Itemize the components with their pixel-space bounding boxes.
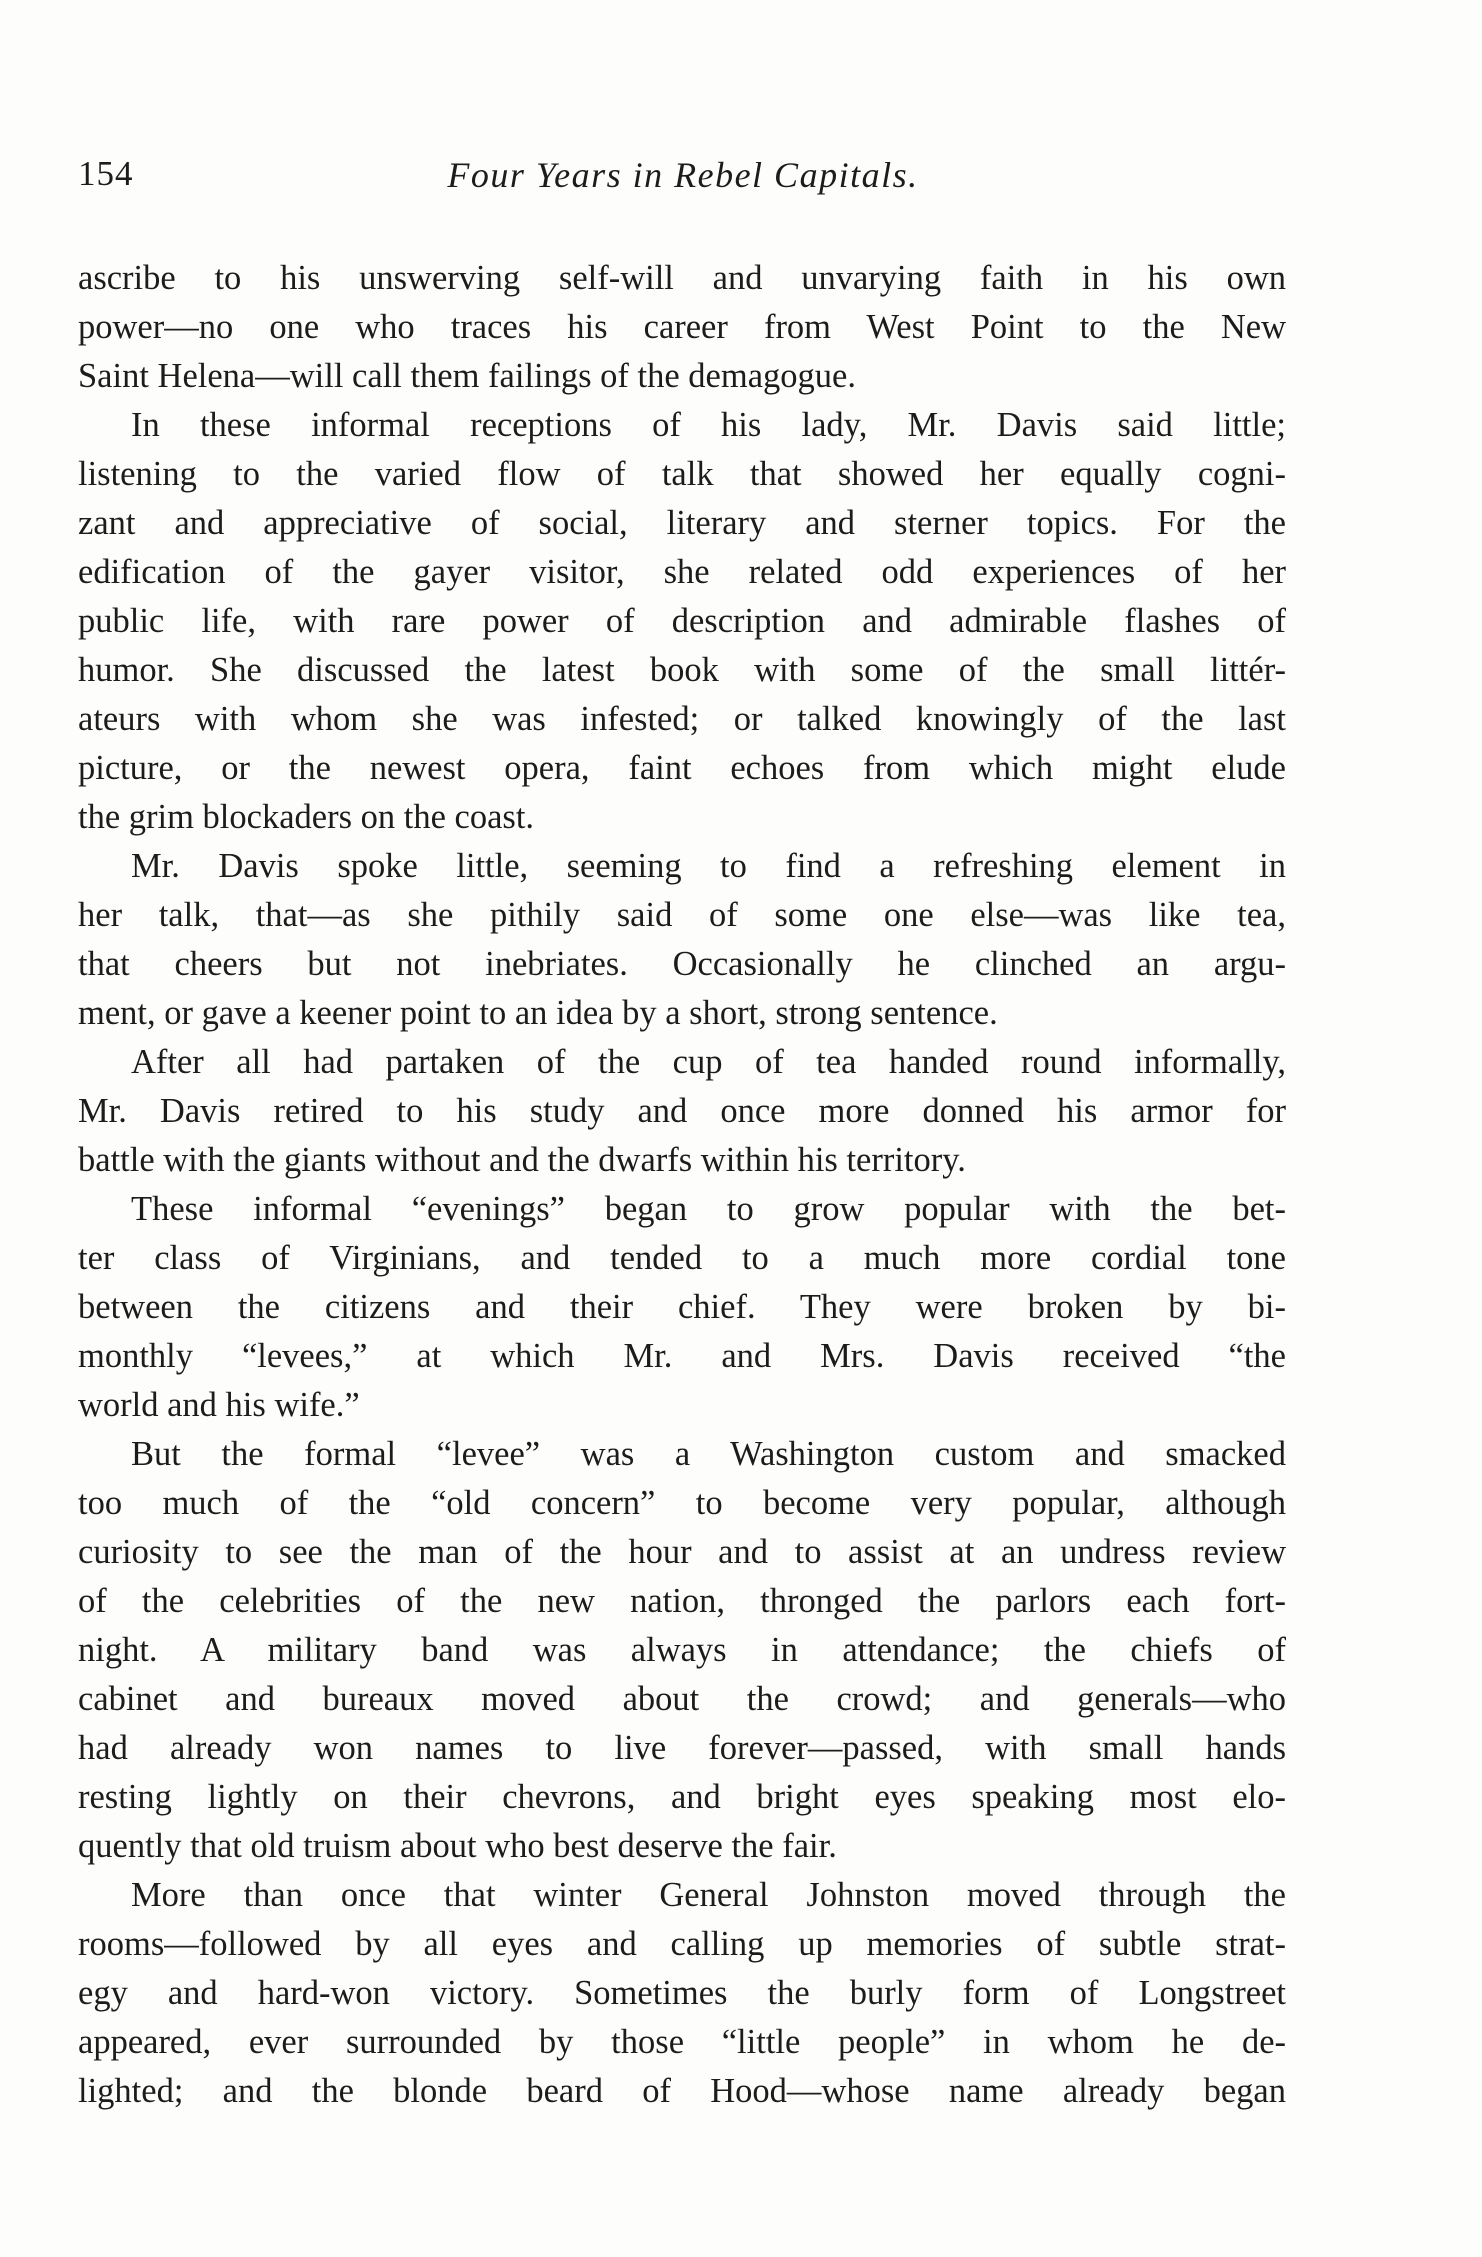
- text-line: ter class of Virginians, and tended to a much more cordial tone: [78, 1239, 1286, 1277]
- text-line: But the formal “levee” was a Washington custom and smacked: [131, 1435, 1286, 1473]
- text-line: monthly “levees,” at which Mr. and Mrs. Davis received “the: [78, 1337, 1286, 1375]
- text-line: zant and appreciative of social, literary and sterner topics. For the: [78, 504, 1286, 542]
- text-line: edification of the gayer visitor, she related odd experiences of her: [78, 553, 1286, 591]
- text-line: lighted; and the blonde beard of Hood—whose name already began: [78, 2072, 1286, 2110]
- text-line: resting lightly on their chevrons, and bright eyes speaking most elo-: [78, 1778, 1286, 1816]
- text-line: of the celebrities of the new nation, thronged the parlors each fort-: [78, 1582, 1286, 1620]
- text-line: too much of the “old concern” to become very popular, although: [78, 1484, 1286, 1522]
- text-line: curiosity to see the man of the hour and to assist at an undress review: [78, 1533, 1286, 1571]
- text-line: rooms—followed by all eyes and calling up memories of subtle strat-: [78, 1925, 1286, 1963]
- text-line: These informal “evenings” began to grow popular with the bet-: [131, 1190, 1286, 1228]
- text-line: between the citizens and their chief. They were broken by bi-: [78, 1288, 1286, 1326]
- text-line: ment, or gave a keener point to an idea by a short, strong sentence.: [78, 994, 998, 1032]
- text-line: appeared, ever surrounded by those “little people” in whom he de-: [78, 2023, 1286, 2061]
- text-line: listening to the varied flow of talk that showed her equally cogni-: [78, 455, 1286, 493]
- text-line: ascribe to his unswerving self-will and unvarying faith in his own: [78, 259, 1286, 297]
- page-number: 154: [78, 154, 134, 193]
- text-line: her talk, that—as she pithily said of some one else—was like tea,: [78, 896, 1286, 934]
- text-line: that cheers but not inebriates. Occasionally he clinched an argu-: [78, 945, 1286, 983]
- text-line: quently that old truism about who best deserve the fair.: [78, 1827, 837, 1865]
- text-line: After all had partaken of the cup of tea handed round informally,: [131, 1043, 1286, 1081]
- text-line: had already won names to live forever—passed, with small hands: [78, 1729, 1286, 1767]
- text-line: Mr. Davis retired to his study and once more donned his armor for: [78, 1092, 1286, 1130]
- text-line: Mr. Davis spoke little, seeming to find a refreshing element in: [131, 847, 1286, 885]
- body-text: [78, 254, 1286, 2116]
- page-header: [78, 154, 1288, 208]
- text-line: ateurs with whom she was infested; or talked knowingly of the last: [78, 700, 1286, 738]
- text-line: night. A military band was always in attendance; the chiefs of: [78, 1631, 1286, 1669]
- text-line: battle with the giants without and the dwarfs within his territory.: [78, 1141, 966, 1179]
- text-line: world and his wife.”: [78, 1386, 360, 1424]
- text-line: In these informal receptions of his lady, Mr. Davis said little;: [131, 406, 1286, 444]
- text-line: egy and hard-won victory. Sometimes the burly form of Longstreet: [78, 1974, 1286, 2012]
- text-line: More than once that winter General Johnston moved through the: [131, 1876, 1286, 1914]
- text-line: Saint Helena—will call them failings of the demagogue.: [78, 357, 856, 395]
- text-line: public life, with rare power of description and admirable flashes of: [78, 602, 1286, 640]
- text-line: cabinet and bureaux moved about the crowd; and generals—who: [78, 1680, 1286, 1718]
- text-line: power—no one who traces his career from West Point to the New: [78, 308, 1286, 346]
- running-title: Four Years in Rebel Capitals.: [447, 155, 919, 195]
- text-line: the grim blockaders on the coast.: [78, 798, 535, 836]
- text-line: humor. She discussed the latest book with some of the small littér-: [78, 651, 1286, 689]
- text-line: picture, or the newest opera, faint echoes from which might elude: [78, 749, 1286, 787]
